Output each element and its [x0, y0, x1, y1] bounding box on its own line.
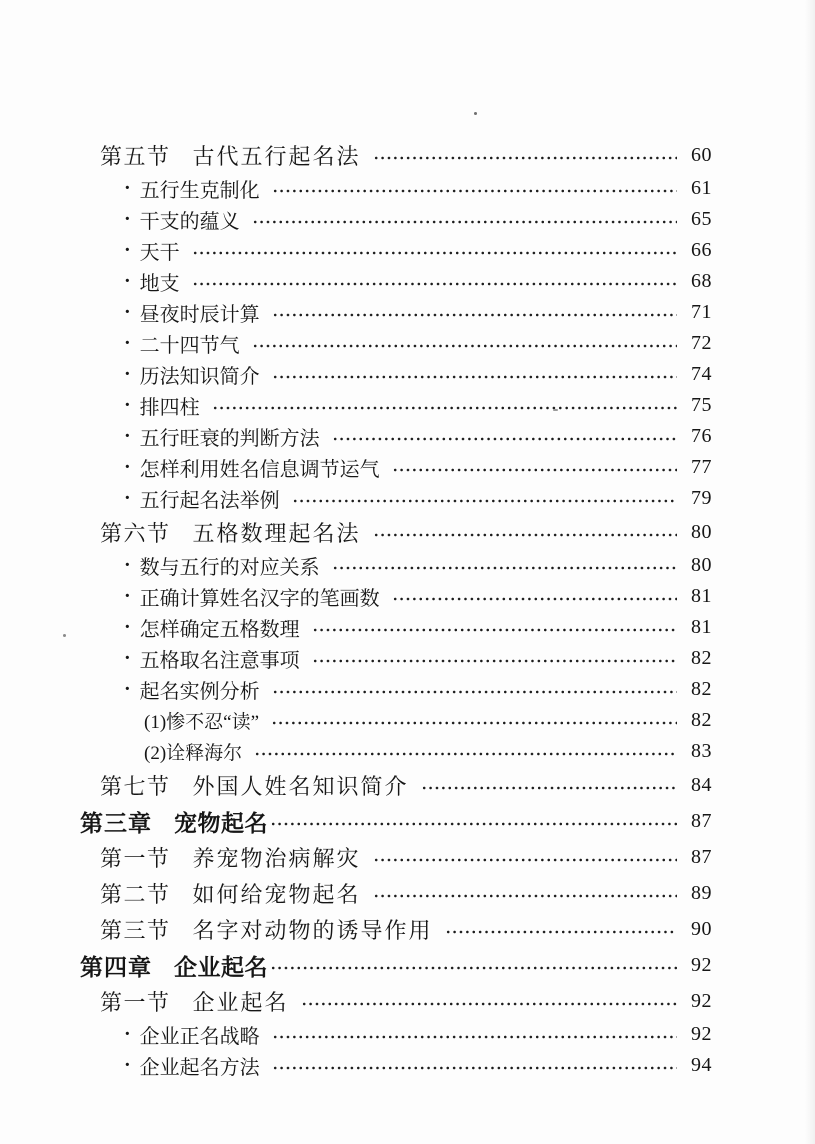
toc-entry-title: 外国人姓名知识简介	[192, 773, 409, 799]
bullet-dot: ·	[124, 332, 131, 354]
dot-leader	[252, 344, 677, 348]
toc-entry-title: 昼夜时辰计算	[139, 304, 260, 326]
toc-entry-page: 77	[691, 456, 712, 478]
page-edge-shading	[805, 0, 815, 1144]
toc-entry-page: 60	[691, 143, 712, 166]
bullet-dot: ·	[124, 647, 131, 669]
toc-entry	[80, 1019, 712, 1050]
toc-entry-page: 82	[691, 647, 712, 669]
dot-leader	[192, 282, 677, 286]
toc-entry-title: 古代五行起名法	[192, 143, 361, 169]
toc-entry-title: 如何给宠物起名	[192, 881, 361, 907]
toc-entry	[80, 983, 712, 1019]
toc-entry-page: 94	[691, 1054, 712, 1076]
toc-entry-prefix: 第六节	[100, 520, 171, 546]
toc-entry-title: 天干	[139, 242, 180, 264]
toc-entry-title: 历法知识简介	[139, 366, 260, 388]
toc-entry-title: 宠物起名	[174, 810, 268, 836]
toc-entry-page: 80	[691, 520, 712, 543]
toc-entry-prefix: 第四章	[80, 954, 152, 980]
toc-entry-page: 92	[691, 1023, 712, 1045]
scan-speck	[63, 634, 66, 637]
toc-entry	[80, 736, 712, 767]
toc-entry-page: 65	[691, 208, 712, 230]
toc-entry-page: 61	[691, 177, 712, 199]
bullet-dot: ·	[124, 1023, 131, 1045]
bullet-dot: ·	[124, 456, 131, 478]
toc-entry	[80, 581, 712, 612]
toc-entry	[80, 947, 712, 983]
toc-entry	[80, 514, 712, 550]
toc-entry-page: 79	[691, 487, 712, 509]
toc-entry-title: 五格数理起名法	[192, 520, 361, 546]
bullet-dot: ·	[124, 270, 131, 292]
bullet-dot: ·	[124, 394, 131, 416]
dot-leader	[445, 930, 677, 934]
toc-entry-title: 五行起名法举例	[139, 490, 280, 512]
dot-leader	[272, 313, 677, 317]
toc-entry-title: 五行生克制化	[139, 180, 260, 202]
toc-entry	[80, 173, 712, 204]
dot-leader	[254, 752, 677, 756]
dot-leader	[332, 437, 677, 441]
dot-leader	[301, 1002, 677, 1006]
dot-leader	[392, 468, 677, 472]
toc-entry-title: 五行旺衰的判断方法	[139, 428, 320, 450]
toc-entry	[80, 483, 712, 514]
dot-leader	[332, 566, 677, 570]
toc-entry	[80, 390, 712, 421]
dot-leader	[373, 533, 677, 537]
toc-entry-prefix: 第三章	[80, 810, 152, 836]
toc-entry-title: 排四柱	[139, 397, 200, 419]
toc-entry	[80, 297, 712, 328]
toc-entry	[80, 266, 712, 297]
toc-entry-title: (1)惨不忍“读”	[144, 712, 260, 733]
toc-entry-prefix: 第三节	[100, 917, 171, 943]
toc-entry-page: 72	[691, 332, 712, 354]
toc-entry-page: 90	[691, 917, 712, 940]
dot-leader	[373, 858, 677, 862]
toc-entry	[80, 643, 712, 674]
toc-entry-title: 养宠物治病解灾	[192, 845, 361, 871]
toc-entry	[80, 328, 712, 359]
toc-entry-page: 66	[691, 239, 712, 261]
toc-entry-title: 企业起名方法	[139, 1057, 260, 1079]
toc-entry	[80, 137, 712, 173]
toc-entry	[80, 705, 712, 736]
toc-entry-title: 起名实例分析	[139, 681, 260, 703]
toc-entry	[80, 1050, 712, 1081]
toc-entry-prefix: 第一节	[100, 845, 171, 871]
dot-leader	[270, 822, 677, 826]
toc-entry	[80, 235, 712, 266]
bullet-dot: ·	[124, 239, 131, 261]
toc-entry-page: 76	[691, 425, 712, 447]
dot-leader	[312, 628, 677, 632]
dot-leader	[272, 1035, 677, 1039]
toc-entry-title: 正确计算姓名汉字的笔画数	[139, 588, 380, 610]
toc-entry-page: 89	[691, 881, 712, 904]
bullet-dot: ·	[124, 585, 131, 607]
toc-entry	[80, 875, 712, 911]
dot-leader	[272, 690, 677, 694]
toc-entry	[80, 612, 712, 643]
bullet-dot: ·	[124, 301, 131, 323]
bullet-dot: ·	[124, 1054, 131, 1076]
toc-entry-title: 干支的蕴义	[139, 211, 240, 233]
bullet-dot: ·	[124, 487, 131, 509]
dot-leader	[373, 156, 677, 160]
toc-entry	[80, 204, 712, 235]
dot-leader	[272, 189, 677, 193]
toc-entry-title: 二十四节气	[139, 335, 240, 357]
dot-leader	[373, 894, 677, 898]
toc-entry	[80, 421, 712, 452]
dot-leader	[392, 597, 677, 601]
toc-entry-page: 80	[691, 554, 712, 576]
toc-entry-page: 82	[691, 678, 712, 700]
toc-entry-title: 企业起名	[174, 954, 268, 980]
toc-entry	[80, 359, 712, 390]
toc-entry-page: 92	[691, 953, 712, 976]
toc-entry-title: 地支	[139, 273, 180, 295]
toc-entry	[80, 803, 712, 839]
toc-entry-title: 企业起名	[192, 989, 289, 1015]
toc-entry-page: 81	[691, 585, 712, 607]
toc-entry-page: 74	[691, 363, 712, 385]
scan-speck	[474, 112, 477, 115]
toc-entry-page: 87	[691, 809, 712, 832]
toc-entry-prefix: 第七节	[100, 773, 171, 799]
dot-leader	[252, 220, 677, 224]
toc-entry-page: 92	[691, 989, 712, 1012]
toc-entry	[80, 452, 712, 483]
toc-entry	[80, 839, 712, 875]
table-of-contents	[80, 137, 712, 1081]
bullet-dot: ·	[124, 363, 131, 385]
dot-leader	[270, 966, 677, 970]
toc-entry-title: 五格取名注意事项	[139, 650, 300, 672]
toc-entry-page: 83	[691, 740, 712, 762]
toc-entry-title: 名字对动物的诱导作用	[192, 917, 433, 943]
dot-leader	[312, 659, 677, 663]
toc-entry-page: 87	[691, 845, 712, 868]
toc-entry-page: 68	[691, 270, 712, 292]
toc-entry-page: 71	[691, 301, 712, 323]
dot-leader	[271, 721, 677, 725]
toc-entry-title: 数与五行的对应关系	[139, 557, 320, 579]
toc-entry-page: 84	[691, 773, 712, 796]
dot-leader	[192, 251, 677, 255]
toc-entry	[80, 550, 712, 581]
toc-entry	[80, 911, 712, 947]
toc-entry-page: 75	[691, 394, 712, 416]
dot-leader	[292, 499, 677, 503]
toc-entry-page: 81	[691, 616, 712, 638]
bullet-dot: ·	[124, 678, 131, 700]
toc-entry	[80, 767, 712, 803]
toc-entry-prefix: 第一节	[100, 989, 171, 1015]
bullet-dot: ·	[124, 208, 131, 230]
toc-entry-title: (2)诠释海尔	[144, 743, 243, 764]
toc-entry-prefix: 第五节	[100, 143, 171, 169]
dot-leader	[212, 406, 677, 410]
toc-entry-title: 企业正名战略	[139, 1026, 260, 1048]
toc-entry-page: 82	[691, 709, 712, 731]
bullet-dot: ·	[124, 425, 131, 447]
dot-leader	[272, 1066, 677, 1070]
bullet-dot: ·	[124, 177, 131, 199]
toc-entry-title: 怎样利用姓名信息调节运气	[139, 459, 380, 481]
dot-leader	[272, 375, 677, 379]
bullet-dot: ·	[124, 616, 131, 638]
toc-entry-prefix: 第二节	[100, 881, 171, 907]
toc-entry-title: 怎样确定五格数理	[139, 619, 300, 641]
dot-leader	[421, 786, 677, 790]
toc-entry	[80, 674, 712, 705]
bullet-dot: ·	[124, 554, 131, 576]
